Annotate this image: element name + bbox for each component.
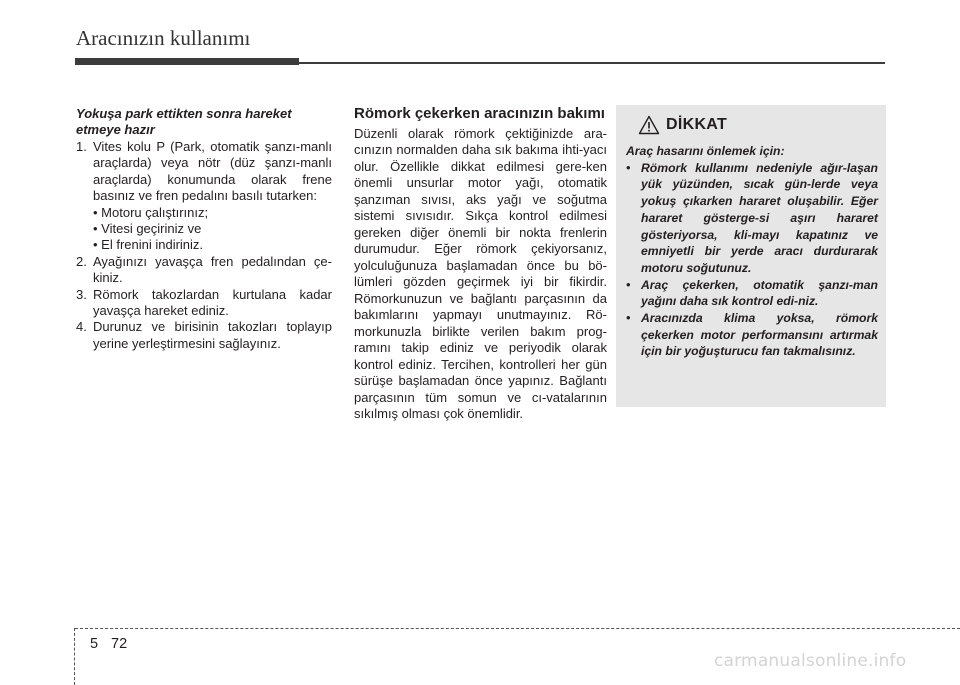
caution-title: DİKKAT <box>666 116 728 133</box>
step-number: 1. <box>76 139 87 154</box>
step-3 <box>76 287 332 320</box>
chapter-number: 5 <box>90 636 99 652</box>
step-1 <box>76 139 332 205</box>
step-number: 3. <box>76 286 87 302</box>
bullet-mark: • <box>626 160 631 175</box>
bullet-mark: • <box>626 311 631 326</box>
body-paragraph: Düzenli olarak römork çektiğinizde ara-cınızın normalden daha sık bakıma ihti-yacı olur. Özellikle dikkat edilmesi gere-ken önemli unsurlar motor yağı, otomatik şanzıman sıvısı, aks yağı ve soğutma sistemi sıvısıdır. Sıkça kontrol edilmesi gereken diğer önemli bir nokta frenlerin durumudur. Eğer römork çekiyorsanız, yolculuğunuza başlamadan önce bu bö-lümleri gözden geçirmek iyi bir fikirdir. Römorkunuzun ve bağlantı parçasının da bakımlarını yapmayı unutmayınız. Rö-morkunuzla birlikte verilen bakım prog-ramını takip ediniz ve periyodik olarak kontrol ediniz. Tercihen, kontrolleri her gün sürüşe başlamadan önce yapınız. Bağlantı parçasının tüm somun ve cı-vatalarının sıkılmış olması çok önemlidir. <box>354 125 607 421</box>
caution-item <box>626 310 878 360</box>
section-subhead: Yokuşa park ettikten sonra hareket etmeye hazır <box>76 106 292 137</box>
section-title: Römork çekerken aracınızın bakımı <box>354 105 605 122</box>
caution-item <box>626 277 878 310</box>
caution-box <box>616 105 886 407</box>
bullet-mark: • <box>626 277 631 292</box>
caution-body <box>626 143 878 360</box>
header-rule-thick <box>75 58 299 65</box>
column-left <box>76 106 332 352</box>
step-text: Durunuz ve birisinin takozları toplayıp yerine yerleştirmesini sağlayınız. <box>93 319 332 351</box>
footer-vertical-rule <box>74 628 75 685</box>
step-text: Vites kolu P (Park, otomatik şanzı-manlı araçlarda) veya nötr (düz şanzı-manlı araçlarda) konumunda olarak frene basınız ve fren pedalını basılı tutarken: <box>93 139 332 204</box>
step-text: Römork takozlardan kurtulana kadar yavaşça hareket ediniz. <box>93 286 332 319</box>
caution-header <box>638 115 727 135</box>
bullet-item: • El frenini indiriniz. <box>93 237 204 253</box>
caution-item <box>626 160 878 277</box>
bullet-item: • Vitesi geçiriniz ve <box>93 221 202 237</box>
caution-item-text: Römork kullanımı nedeniyle ağır-laşan yük yüzünden, sıcak gün-lerde veya yokuş çıkarken hararet oluşabilir. Eğer hararet gösterge-si aşırı hararet gösteriyorsa, kli-mayı kapatınız ve emniyetli bir yerde aracı durdurarak motoru soğutunuz. <box>641 160 878 275</box>
step-4 <box>76 319 332 352</box>
page-header-title: Aracınızın kullanımı <box>76 26 251 50</box>
caution-item-text: Araç çekerken, otomatik şanzı-man yağını daha sık kontrol edi-niz. <box>641 277 878 309</box>
step-2 <box>76 254 332 287</box>
column-middle <box>354 106 607 423</box>
watermark: carmanualsonline.info <box>714 651 907 671</box>
warning-triangle-icon <box>638 115 660 135</box>
footer-rule <box>75 628 960 629</box>
caution-intro: Araç hasarını önlemek için: <box>626 144 785 158</box>
header-rule-thin <box>299 62 885 64</box>
page-number: 72 <box>111 636 128 652</box>
step-number: 2. <box>76 253 87 269</box>
step-text: Ayağınızı yavaşça fren pedalından çe-kiniz. <box>93 253 332 286</box>
bullet-item: • Motoru çalıştırınız; <box>93 204 209 220</box>
caution-item-text: Aracınızda klima yoksa, römork çekerken motor performansını artırmak için bir yoğuşturucu fan takmalısınız. <box>641 311 878 359</box>
step-number: 4. <box>76 319 87 335</box>
